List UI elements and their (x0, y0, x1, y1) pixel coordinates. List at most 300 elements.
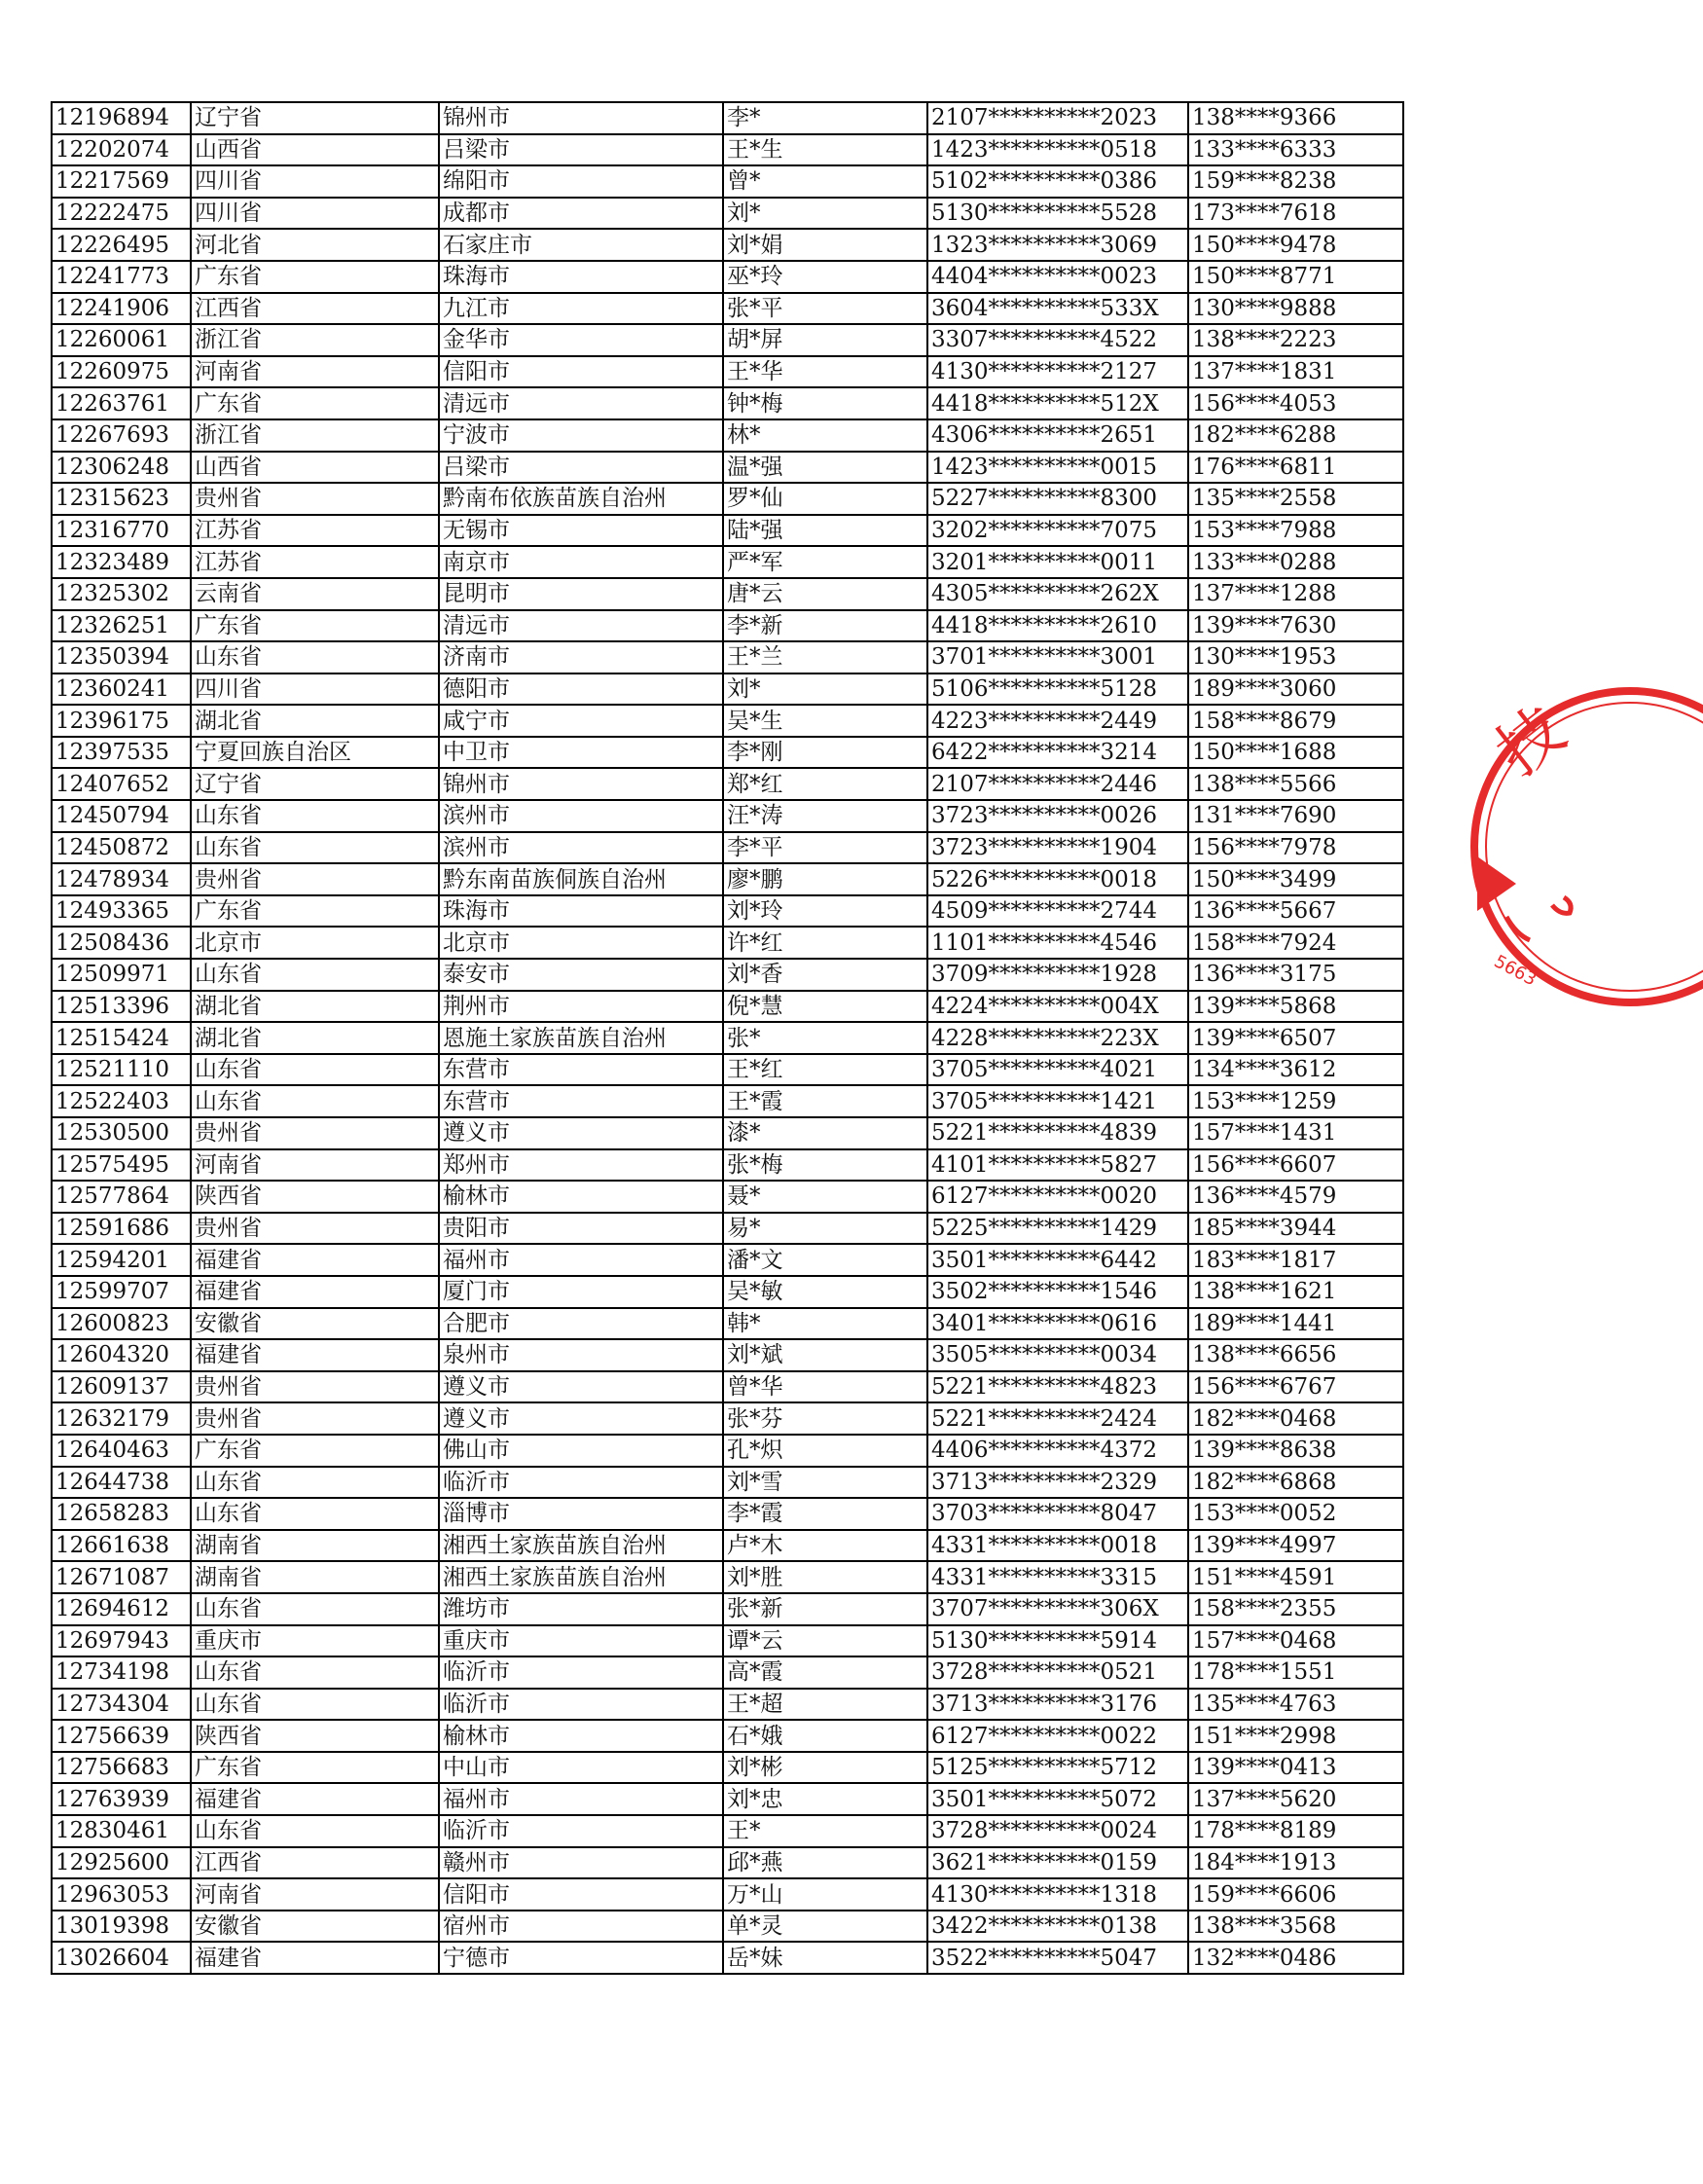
record-id-cell: 12508436 (52, 927, 191, 959)
name-cell: 刘*斌 (723, 1339, 927, 1371)
province-cell: 山西省 (191, 134, 439, 166)
phone-cell: 136****4579 (1188, 1181, 1403, 1213)
id-number-cell: 5226**********0018 (927, 863, 1188, 895)
table-row (52, 1402, 1403, 1435)
province-cell: 河南省 (191, 1878, 439, 1911)
table-row (52, 1339, 1403, 1371)
phone-cell: 151****2998 (1188, 1720, 1403, 1752)
phone-cell: 138****6656 (1188, 1339, 1403, 1371)
province-cell: 广东省 (191, 1435, 439, 1467)
record-id-cell: 12267693 (52, 419, 191, 452)
table-row (52, 102, 1403, 134)
record-id-cell: 12493365 (52, 895, 191, 928)
province-cell: 山东省 (191, 1593, 439, 1625)
record-id-cell: 12260975 (52, 356, 191, 388)
id-number-cell: 3621**********0159 (927, 1847, 1188, 1879)
record-id-cell: 12830461 (52, 1815, 191, 1847)
province-cell: 山东省 (191, 832, 439, 864)
table-row (52, 1815, 1403, 1847)
province-cell: 重庆市 (191, 1625, 439, 1657)
province-cell: 四川省 (191, 673, 439, 706)
province-cell: 河南省 (191, 1149, 439, 1182)
phone-cell: 138****3568 (1188, 1911, 1403, 1943)
city-cell: 宁德市 (439, 1942, 723, 1974)
table-row (52, 1911, 1403, 1943)
province-cell: 湖北省 (191, 1022, 439, 1054)
province-cell: 陕西省 (191, 1720, 439, 1752)
city-cell: 临沂市 (439, 1467, 723, 1499)
record-id-cell: 12226495 (52, 229, 191, 261)
phone-cell: 139****8638 (1188, 1435, 1403, 1467)
province-cell: 浙江省 (191, 419, 439, 452)
id-number-cell: 5125**********5712 (927, 1752, 1188, 1784)
phone-cell: 157****0468 (1188, 1625, 1403, 1657)
city-cell: 珠海市 (439, 261, 723, 293)
city-cell: 遵义市 (439, 1371, 723, 1403)
name-cell: 刘*胜 (723, 1561, 927, 1593)
roster-body (52, 102, 1403, 1974)
city-cell: 绵阳市 (439, 165, 723, 198)
id-number-cell: 3522**********5047 (927, 1942, 1188, 1974)
table-row (52, 578, 1403, 610)
province-cell: 云南省 (191, 578, 439, 610)
record-id-cell: 12326251 (52, 610, 191, 642)
record-id-cell: 12734198 (52, 1656, 191, 1689)
city-cell: 遵义市 (439, 1402, 723, 1435)
table-row (52, 800, 1403, 832)
record-id-cell: 12600823 (52, 1308, 191, 1340)
province-cell: 贵州省 (191, 1402, 439, 1435)
name-cell: 刘*香 (723, 959, 927, 991)
id-number-cell: 4130**********1318 (927, 1878, 1188, 1911)
province-cell: 福建省 (191, 1942, 439, 1974)
record-id-cell: 12263761 (52, 387, 191, 419)
table-row (52, 134, 1403, 166)
table-row (52, 546, 1403, 578)
red-seal-stamp (1460, 681, 1703, 1012)
phone-cell: 183****1817 (1188, 1244, 1403, 1276)
province-cell: 贵州省 (191, 1117, 439, 1149)
phone-cell: 178****8189 (1188, 1815, 1403, 1847)
city-cell: 清远市 (439, 387, 723, 419)
phone-cell: 150****9478 (1188, 229, 1403, 261)
name-cell: 严*军 (723, 546, 927, 578)
id-number-cell: 4331**********3315 (927, 1561, 1188, 1593)
phone-cell: 189****1441 (1188, 1308, 1403, 1340)
city-cell: 临沂市 (439, 1815, 723, 1847)
id-number-cell: 4406**********4372 (927, 1435, 1188, 1467)
record-id-cell: 12325302 (52, 578, 191, 610)
record-id-cell: 12697943 (52, 1625, 191, 1657)
table-row (52, 452, 1403, 484)
record-id-cell: 12522403 (52, 1085, 191, 1117)
name-cell: 卢*木 (723, 1530, 927, 1562)
name-cell: 唐*云 (723, 578, 927, 610)
name-cell: 郑*红 (723, 768, 927, 800)
record-id-cell: 12963053 (52, 1878, 191, 1911)
id-number-cell: 3701**********3001 (927, 641, 1188, 673)
province-cell: 江苏省 (191, 546, 439, 578)
name-cell: 汪*涛 (723, 800, 927, 832)
city-cell: 无锡市 (439, 515, 723, 547)
stamp-character: 技 (1481, 692, 1579, 791)
name-cell: 林* (723, 419, 927, 452)
city-cell: 成都市 (439, 198, 723, 230)
table-row (52, 261, 1403, 293)
id-number-cell: 3705**********4021 (927, 1054, 1188, 1086)
id-number-cell: 1101**********4546 (927, 927, 1188, 959)
id-number-cell: 5221**********4839 (927, 1117, 1188, 1149)
city-cell: 泰安市 (439, 959, 723, 991)
city-cell: 榆林市 (439, 1181, 723, 1213)
province-cell: 湖南省 (191, 1530, 439, 1562)
table-row (52, 1435, 1403, 1467)
province-cell: 山东省 (191, 1085, 439, 1117)
province-cell: 山东省 (191, 1656, 439, 1689)
city-cell: 金华市 (439, 324, 723, 356)
record-id-cell: 12521110 (52, 1054, 191, 1086)
phone-cell: 153****0052 (1188, 1498, 1403, 1530)
province-cell: 广东省 (191, 261, 439, 293)
city-cell: 锦州市 (439, 102, 723, 134)
table-row (52, 293, 1403, 325)
id-number-cell: 1323**********3069 (927, 229, 1188, 261)
city-cell: 滨州市 (439, 800, 723, 832)
phone-cell: 176****6811 (1188, 452, 1403, 484)
record-id-cell: 12306248 (52, 452, 191, 484)
table-row (52, 419, 1403, 452)
name-cell: 万*山 (723, 1878, 927, 1911)
record-id-cell: 12196894 (52, 102, 191, 134)
id-number-cell: 3422**********0138 (927, 1911, 1188, 1943)
id-number-cell: 2107**********2446 (927, 768, 1188, 800)
province-cell: 湖南省 (191, 1561, 439, 1593)
city-cell: 吕梁市 (439, 134, 723, 166)
record-id-cell: 12640463 (52, 1435, 191, 1467)
id-number-cell: 3723**********0026 (927, 800, 1188, 832)
phone-cell: 153****7988 (1188, 515, 1403, 547)
record-id-cell: 12360241 (52, 673, 191, 706)
id-number-cell: 4331**********0018 (927, 1530, 1188, 1562)
name-cell: 李*新 (723, 610, 927, 642)
province-cell: 江西省 (191, 293, 439, 325)
record-id-cell: 12591686 (52, 1213, 191, 1245)
id-number-cell: 5227**********8300 (927, 483, 1188, 515)
id-number-cell: 5130**********5528 (927, 198, 1188, 230)
table-row (52, 768, 1403, 800)
province-cell: 广东省 (191, 895, 439, 928)
table-row (52, 229, 1403, 261)
id-number-cell: 5221**********4823 (927, 1371, 1188, 1403)
table-row (52, 1022, 1403, 1054)
city-cell: 临沂市 (439, 1656, 723, 1689)
phone-cell: 159****8238 (1188, 165, 1403, 198)
phone-cell: 157****1431 (1188, 1117, 1403, 1149)
record-id-cell: 12217569 (52, 165, 191, 198)
province-cell: 江西省 (191, 1847, 439, 1879)
table-row (52, 1467, 1403, 1499)
name-cell: 曾*华 (723, 1371, 927, 1403)
city-cell: 昆明市 (439, 578, 723, 610)
name-cell: 刘*雪 (723, 1467, 927, 1499)
table-row (52, 1244, 1403, 1276)
province-cell: 贵州省 (191, 483, 439, 515)
id-number-cell: 3713**********3176 (927, 1689, 1188, 1721)
id-number-cell: 3723**********1904 (927, 832, 1188, 864)
province-cell: 四川省 (191, 198, 439, 230)
phone-cell: 156****6767 (1188, 1371, 1403, 1403)
province-cell: 江苏省 (191, 515, 439, 547)
table-row (52, 832, 1403, 864)
province-cell: 安徽省 (191, 1911, 439, 1943)
name-cell: 李*霞 (723, 1498, 927, 1530)
phone-cell: 133****6333 (1188, 134, 1403, 166)
city-cell: 遵义市 (439, 1117, 723, 1149)
phone-cell: 159****6606 (1188, 1878, 1403, 1911)
city-cell: 锦州市 (439, 768, 723, 800)
name-cell: 高*霞 (723, 1656, 927, 1689)
phone-cell: 150****1688 (1188, 737, 1403, 769)
name-cell: 李*平 (723, 832, 927, 864)
id-number-cell: 4305**********262X (927, 578, 1188, 610)
id-number-cell: 4306**********2651 (927, 419, 1188, 452)
city-cell: 淄博市 (439, 1498, 723, 1530)
name-cell: 张*新 (723, 1593, 927, 1625)
phone-cell: 135****4763 (1188, 1689, 1403, 1721)
record-id-cell: 12599707 (52, 1276, 191, 1308)
phone-cell: 150****3499 (1188, 863, 1403, 895)
table-row (52, 1181, 1403, 1213)
name-cell: 李* (723, 102, 927, 134)
province-cell: 山东省 (191, 1815, 439, 1847)
name-cell: 温*强 (723, 452, 927, 484)
city-cell: 厦门市 (439, 1276, 723, 1308)
province-cell: 山东省 (191, 1054, 439, 1086)
city-cell: 济南市 (439, 641, 723, 673)
record-id-cell: 12241906 (52, 293, 191, 325)
table-row (52, 1213, 1403, 1245)
city-cell: 潍坊市 (439, 1593, 723, 1625)
table-row (52, 673, 1403, 706)
name-cell: 张*芬 (723, 1402, 927, 1435)
phone-cell: 189****3060 (1188, 673, 1403, 706)
table-row (52, 1625, 1403, 1657)
name-cell: 罗*仙 (723, 483, 927, 515)
phone-cell: 156****4053 (1188, 387, 1403, 419)
city-cell: 重庆市 (439, 1625, 723, 1657)
name-cell: 李*刚 (723, 737, 927, 769)
record-id-cell: 12734304 (52, 1689, 191, 1721)
phone-cell: 151****4591 (1188, 1561, 1403, 1593)
province-cell: 宁夏回族自治区 (191, 737, 439, 769)
table-row (52, 1308, 1403, 1340)
phone-cell: 136****5667 (1188, 895, 1403, 928)
id-number-cell: 4224**********004X (927, 991, 1188, 1023)
province-cell: 河南省 (191, 356, 439, 388)
id-number-cell: 4223**********2449 (927, 705, 1188, 737)
city-cell: 清远市 (439, 610, 723, 642)
city-cell: 泉州市 (439, 1339, 723, 1371)
province-cell: 浙江省 (191, 324, 439, 356)
city-cell: 湘西土家族苗族自治州 (439, 1561, 723, 1593)
phone-cell: 135****2558 (1188, 483, 1403, 515)
id-number-cell: 3705**********1421 (927, 1085, 1188, 1117)
record-id-cell: 12609137 (52, 1371, 191, 1403)
province-cell: 山东省 (191, 1689, 439, 1721)
phone-cell: 134****3612 (1188, 1054, 1403, 1086)
table-row (52, 387, 1403, 419)
record-id-cell: 12604320 (52, 1339, 191, 1371)
city-cell: 滨州市 (439, 832, 723, 864)
city-cell: 黔东南苗族侗族自治州 (439, 863, 723, 895)
name-cell: 刘*玲 (723, 895, 927, 928)
record-id-cell: 12350394 (52, 641, 191, 673)
table-row (52, 1276, 1403, 1308)
record-id-cell: 12241773 (52, 261, 191, 293)
table-row (52, 165, 1403, 198)
name-cell: 巫*玲 (723, 261, 927, 293)
name-cell: 王*兰 (723, 641, 927, 673)
name-cell: 廖*鹏 (723, 863, 927, 895)
phone-cell: 150****8771 (1188, 261, 1403, 293)
phone-cell: 137****1288 (1188, 578, 1403, 610)
record-id-cell: 13019398 (52, 1911, 191, 1943)
table-row (52, 1593, 1403, 1625)
phone-cell: 138****9366 (1188, 102, 1403, 134)
name-cell: 张* (723, 1022, 927, 1054)
table-row (52, 705, 1403, 737)
city-cell: 恩施土家族苗族自治州 (439, 1022, 723, 1054)
name-cell: 刘*彬 (723, 1752, 927, 1784)
province-cell: 山东省 (191, 800, 439, 832)
name-cell: 石*娥 (723, 1720, 927, 1752)
name-cell: 倪*慧 (723, 991, 927, 1023)
id-number-cell: 4418**********512X (927, 387, 1188, 419)
record-id-cell: 12509971 (52, 959, 191, 991)
record-id-cell: 12222475 (52, 198, 191, 230)
id-number-cell: 2107**********2023 (927, 102, 1188, 134)
record-id-cell: 12594201 (52, 1244, 191, 1276)
city-cell: 信阳市 (439, 356, 723, 388)
record-id-cell: 12515424 (52, 1022, 191, 1054)
record-id-cell: 12661638 (52, 1530, 191, 1562)
record-id-cell: 12644738 (52, 1467, 191, 1499)
province-cell: 湖北省 (191, 991, 439, 1023)
phone-cell: 139****4997 (1188, 1530, 1403, 1562)
name-cell: 陆*强 (723, 515, 927, 547)
province-cell: 山东省 (191, 1498, 439, 1530)
table-row (52, 1689, 1403, 1721)
record-id-cell: 13026604 (52, 1942, 191, 1974)
table-row (52, 1498, 1403, 1530)
phone-cell: 138****1621 (1188, 1276, 1403, 1308)
name-cell: 王*华 (723, 356, 927, 388)
stamp-number: 5663 (1490, 951, 1540, 991)
name-cell: 张*平 (723, 293, 927, 325)
phone-cell: 136****3175 (1188, 959, 1403, 991)
record-id-cell: 12763939 (52, 1783, 191, 1815)
table-row (52, 324, 1403, 356)
city-cell: 宁波市 (439, 419, 723, 452)
record-id-cell: 12315623 (52, 483, 191, 515)
phone-cell: 182****6288 (1188, 419, 1403, 452)
province-cell: 陕西省 (191, 1181, 439, 1213)
name-cell: 张*梅 (723, 1149, 927, 1182)
city-cell: 中卫市 (439, 737, 723, 769)
phone-cell: 130****9888 (1188, 293, 1403, 325)
name-cell: 王* (723, 1815, 927, 1847)
city-cell: 福州市 (439, 1244, 723, 1276)
province-cell: 贵州省 (191, 863, 439, 895)
phone-cell: 130****1953 (1188, 641, 1403, 673)
name-cell: 吴*生 (723, 705, 927, 737)
table-row (52, 1561, 1403, 1593)
table-row (52, 1117, 1403, 1149)
table-row (52, 641, 1403, 673)
table-row (52, 483, 1403, 515)
id-number-cell: 4228**********223X (927, 1022, 1188, 1054)
id-number-cell: 3728**********0024 (927, 1815, 1188, 1847)
name-cell: 许*红 (723, 927, 927, 959)
city-cell: 佛山市 (439, 1435, 723, 1467)
id-number-cell: 4418**********2610 (927, 610, 1188, 642)
name-cell: 聂* (723, 1181, 927, 1213)
id-number-cell: 1423**********0518 (927, 134, 1188, 166)
id-number-cell: 4404**********0023 (927, 261, 1188, 293)
id-number-cell: 3604**********533X (927, 293, 1188, 325)
phone-cell: 139****7630 (1188, 610, 1403, 642)
phone-cell: 132****0486 (1188, 1942, 1403, 1974)
phone-cell: 182****0468 (1188, 1402, 1403, 1435)
record-id-cell: 12316770 (52, 515, 191, 547)
name-cell: 曾* (723, 165, 927, 198)
province-cell: 广东省 (191, 610, 439, 642)
city-cell: 合肥市 (439, 1308, 723, 1340)
phone-cell: 182****6868 (1188, 1467, 1403, 1499)
id-number-cell: 6422**********3214 (927, 737, 1188, 769)
phone-cell: 138****2223 (1188, 324, 1403, 356)
table-row (52, 991, 1403, 1023)
name-cell: 谭*云 (723, 1625, 927, 1657)
name-cell: 孔*炽 (723, 1435, 927, 1467)
record-id-cell: 12671087 (52, 1561, 191, 1593)
record-id-cell: 12575495 (52, 1149, 191, 1182)
city-cell: 郑州市 (439, 1149, 723, 1182)
city-cell: 黔南布依族苗族自治州 (439, 483, 723, 515)
table-row (52, 1371, 1403, 1403)
province-cell: 山东省 (191, 641, 439, 673)
name-cell: 单*灵 (723, 1911, 927, 1943)
table-row (52, 1530, 1403, 1562)
id-number-cell: 3709**********1928 (927, 959, 1188, 991)
phone-cell: 178****1551 (1188, 1656, 1403, 1689)
phone-cell: 138****5566 (1188, 768, 1403, 800)
province-cell: 贵州省 (191, 1371, 439, 1403)
city-cell: 中山市 (439, 1752, 723, 1784)
id-number-cell: 3307**********4522 (927, 324, 1188, 356)
phone-cell: 158****7924 (1188, 927, 1403, 959)
id-number-cell: 5221**********2424 (927, 1402, 1188, 1435)
id-number-cell: 3707**********306X (927, 1593, 1188, 1625)
id-number-cell: 3703**********8047 (927, 1498, 1188, 1530)
record-id-cell: 12577864 (52, 1181, 191, 1213)
name-cell: 邱*燕 (723, 1847, 927, 1879)
city-cell: 九江市 (439, 293, 723, 325)
record-id-cell: 12530500 (52, 1117, 191, 1149)
id-number-cell: 5130**********5914 (927, 1625, 1188, 1657)
city-cell: 贵阳市 (439, 1213, 723, 1245)
province-cell: 四川省 (191, 165, 439, 198)
